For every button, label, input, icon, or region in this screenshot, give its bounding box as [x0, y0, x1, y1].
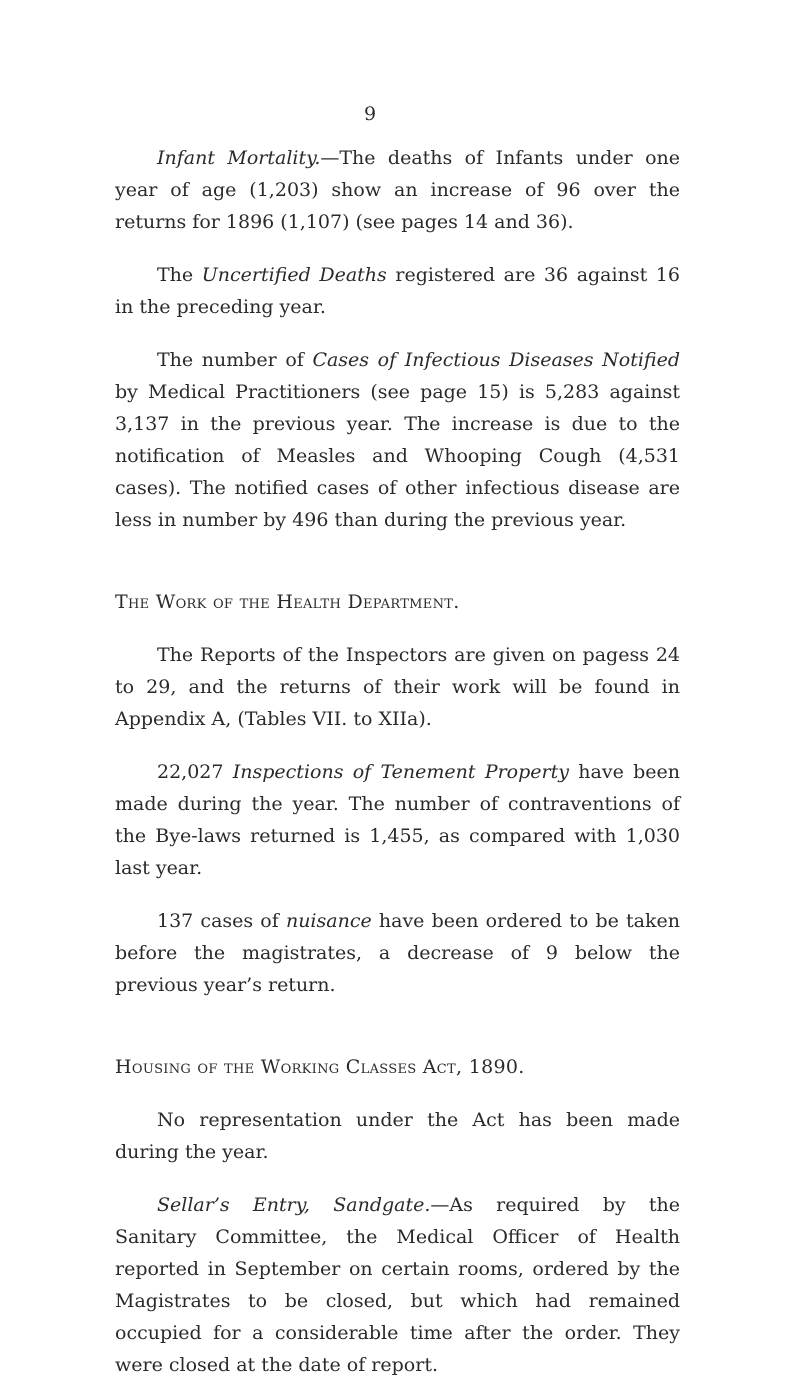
uncertified-deaths-title: Uncertified Deaths — [201, 264, 387, 286]
uncertified-before: The — [157, 264, 202, 286]
uncertified-after: registered are 36 against 16 in the preceding year. — [115, 264, 680, 318]
page-content — [115, 142, 680, 1381]
nuisance-before: 137 cases of — [157, 910, 286, 932]
heading-health-department: The Work of the Health Department. — [115, 591, 460, 613]
inspections-title: Inspections of Tenement Property — [232, 761, 569, 783]
nuisance-title: nuisance — [285, 910, 372, 932]
infant-mortality-text: —The deaths of Infants under one year of age (1,203) show an increase of 96 over the returns for 1896 (1,107) (see pages 14 and 36). — [115, 147, 680, 233]
paragraph-sellars-entry — [115, 1189, 680, 1381]
paragraph-inspectors-reports: The Reports of the Inspectors are given on pagess 24 to 29, and the returns of their work will be found in Appendix A, (Tables VII. to XIIa). — [115, 644, 680, 730]
paragraph-nuisance — [115, 905, 680, 1001]
paragraph-uncertified-deaths — [115, 259, 680, 323]
inspections-after: have been made during the year. The number of contraventions of the Bye-laws returned is 1,455, as compared with 1,030 last year. — [115, 761, 680, 879]
heading-housing-act: Housing of the Working Classes Act, 1890. — [115, 1056, 525, 1078]
nuisance-after: have been ordered to be taken before the magistrates, a decrease of 9 below the previous year’s return. — [115, 910, 680, 996]
infectious-diseases-title: Cases of Infectious Diseases Notified — [312, 349, 680, 371]
infectious-after: by Medical Practitioners (see page 15) is 5,283 against 3,137 in the previous year. The increase is due to the notification of Measles and Whooping Cough (4,531 cases). The notified cases of other infectious disease are less in number by 496 than during the previous year. — [115, 381, 680, 531]
paragraph-no-representation: No representation under the Act has been made during the year. — [115, 1109, 680, 1163]
page-number: 9 — [363, 103, 377, 125]
paragraph-inspections — [115, 756, 680, 884]
paragraph-infectious-diseases — [115, 344, 680, 536]
infectious-before: The number of — [157, 349, 313, 371]
sellars-entry-text: —As required by the Sanitary Committee, the Medical Officer of Health reported in September on certain rooms, ordered by the Magistrates to be closed, but which had remained occupied for a considerable time after the order. They were closed at the date of report. — [115, 1194, 680, 1376]
infant-mortality-title: Infant Mortality. — [157, 147, 321, 169]
sellars-entry-title: Sellar’s Entry, Sandgate. — [157, 1194, 431, 1216]
paragraph-infant-mortality — [115, 142, 680, 238]
inspections-before: 22,027 — [157, 761, 233, 783]
